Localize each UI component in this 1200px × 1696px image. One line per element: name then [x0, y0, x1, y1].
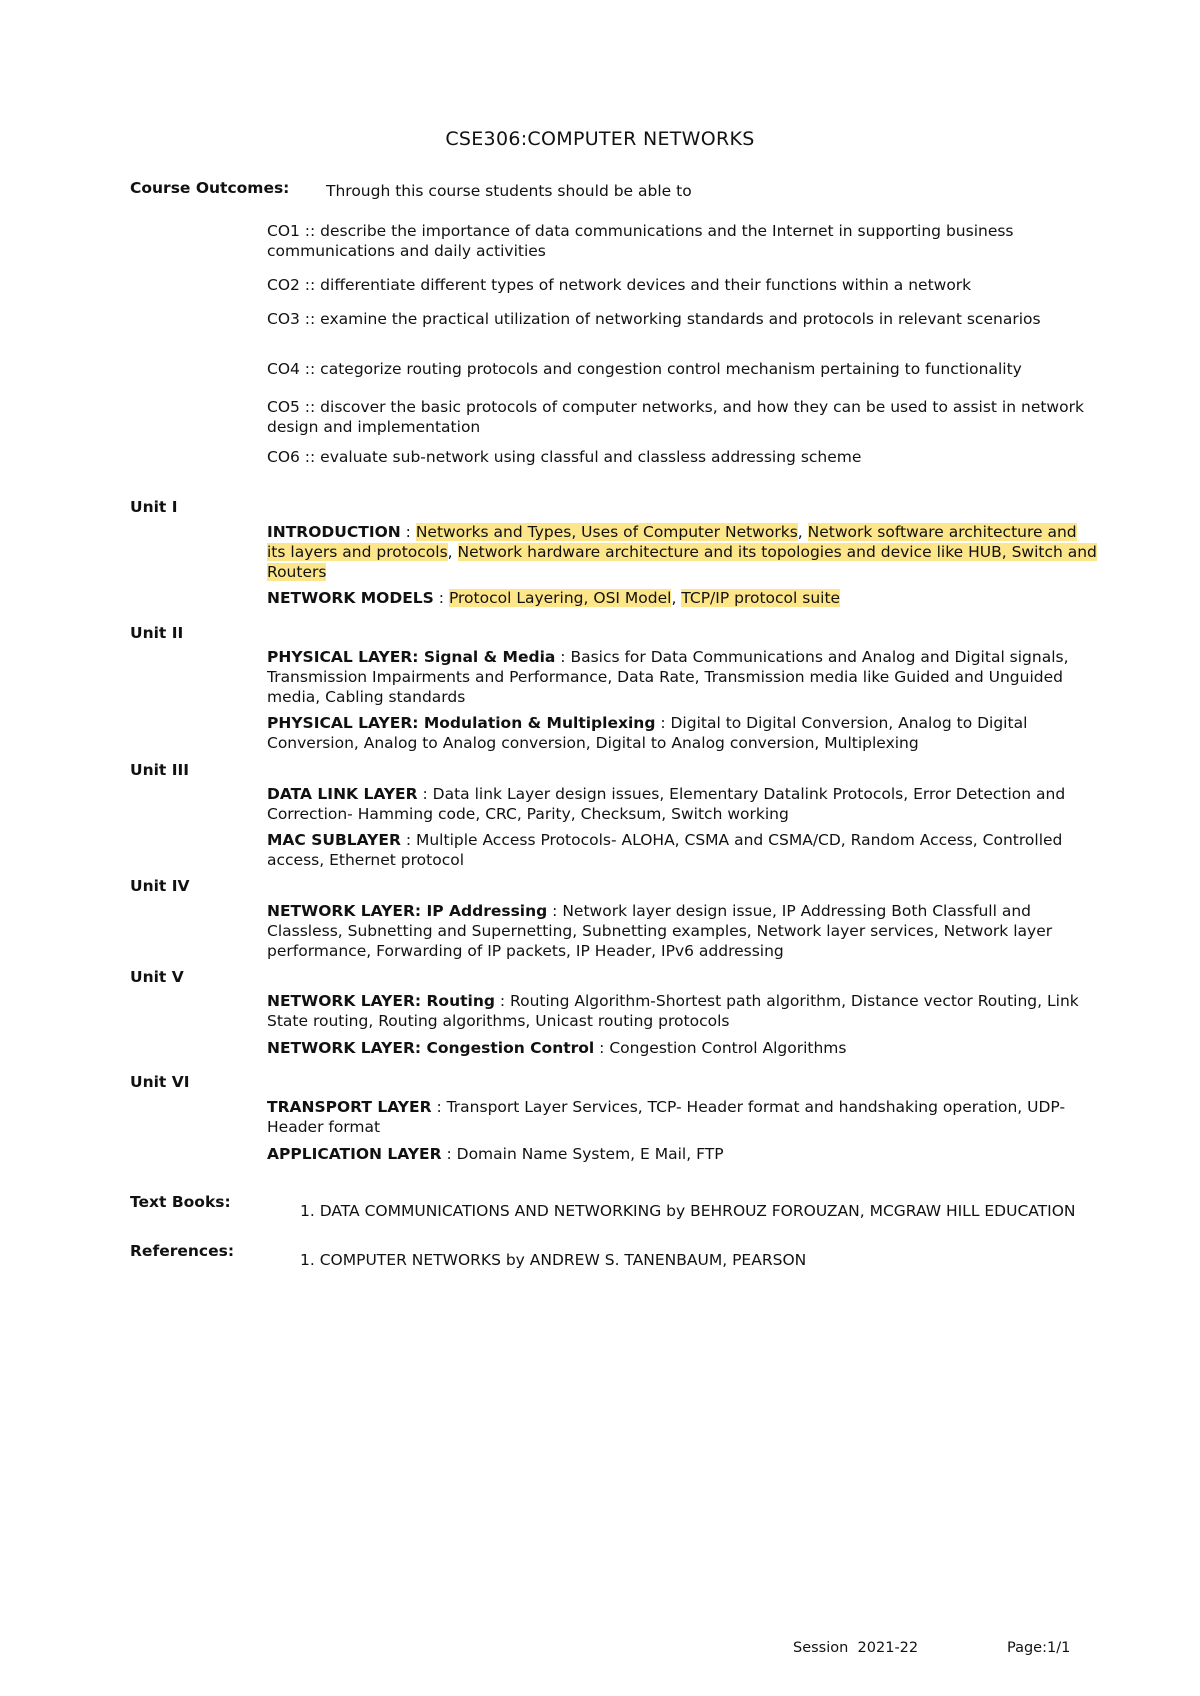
topic-separator: : — [431, 1098, 447, 1116]
topic-text: Transport Layer Services, TCP- Header format and handshaking operation, UDP- Header format — [267, 1098, 1066, 1136]
course-outcome-item: CO2 :: differentiate different types of network devices and their functions within a network — [267, 276, 972, 294]
topic-heading: NETWORK LAYER: IP Addressing — [267, 902, 548, 920]
highlighted-topic-text: Network software architecture and its layers and protocols — [267, 523, 1077, 561]
topic-separator: : — [555, 648, 571, 666]
page-number: Page:1/1 — [1007, 1640, 1071, 1656]
course-outcome-item: CO6 :: evaluate sub-network using classful and classless addressing scheme — [267, 448, 862, 466]
unit-topic — [267, 647, 1097, 707]
topic-heading: DATA LINK LAYER — [267, 785, 418, 803]
unit-topic: NETWORK MODELS : Protocol Layering, OSI Model, TCP/IP protocol suite — [267, 589, 841, 607]
unit-topic — [267, 991, 1097, 1031]
references-label: References: — [130, 1242, 235, 1260]
unit-topic: INTRODUCTION : Networks and Types, Uses of Computer Networks, Network software architecture and its layers and protocols, Network hardware architecture and its topologies and device like HUB, Switch and Routers — [267, 523, 1097, 581]
topic-text: Congestion Control Algorithms — [609, 1039, 847, 1057]
course-outcomes-label: Course Outcomes: — [130, 179, 290, 197]
topic-separator: : — [417, 785, 433, 803]
topic-text: Digital to Digital Conversion, Analog to Digital Conversion, Analog to Analog conversion, Digital to Analog conversion, Multiplexing — [267, 714, 1028, 752]
topic-text: Data link Layer design issues, Elementary Datalink Protocols, Error Detection and Correction- Hamming code, CRC, Parity, Checksum, Switch working — [267, 785, 1066, 823]
topic-heading: APPLICATION LAYER — [267, 1145, 442, 1163]
unit-topic — [267, 830, 1097, 870]
unit-topic — [267, 901, 1097, 961]
topic-heading: MAC SUBLAYER — [267, 831, 401, 849]
course-outcome-item: CO4 :: categorize routing protocols and congestion control mechanism pertaining to functionality — [267, 360, 1022, 378]
topic-separator: : — [400, 523, 416, 541]
topic-heading: NETWORK LAYER: Routing — [267, 992, 495, 1010]
topic-separator: : — [594, 1039, 610, 1057]
topic-heading: NETWORK MODELS — [267, 589, 434, 607]
topic-heading: PHYSICAL LAYER: Modulation & Multiplexing — [267, 714, 656, 732]
unit-topic — [267, 784, 1097, 824]
topic-heading: PHYSICAL LAYER: Signal & Media — [267, 648, 556, 666]
text-book-item: 1. DATA COMMUNICATIONS AND NETWORKING by BEHROUZ FOROUZAN, MCGRAW HILL EDUCATION — [300, 1202, 1076, 1220]
topic-text: Domain Name System, E Mail, FTP — [456, 1145, 724, 1163]
topic-heading: INTRODUCTION — [267, 523, 401, 541]
highlighted-topic-text: Network hardware architecture and its topologies and device like HUB, Switch and Routers — [267, 543, 1097, 581]
topic-heading: TRANSPORT LAYER — [267, 1098, 432, 1116]
topic-separator: : — [547, 902, 563, 920]
topic-text: Routing Algorithm-Shortest path algorithm, Distance vector Routing, Link State routing, Routing algorithms, Unicast routing protocols — [267, 992, 1079, 1030]
unit-topic — [267, 1038, 1097, 1058]
text-books-label: Text Books: — [130, 1193, 231, 1211]
session-label: Session 2021-22 — [793, 1640, 919, 1656]
unit-label: Unit III — [130, 761, 190, 779]
unit-topic — [267, 1144, 1097, 1164]
highlighted-topic-text: Networks and Types, Uses of Computer Networks — [415, 523, 798, 541]
course-outcome-item: CO3 :: examine the practical utilization of networking standards and protocols in relevant scenarios — [267, 310, 1041, 328]
highlighted-topic-text: Protocol Layering, OSI Model — [448, 589, 672, 607]
course-outcome-item: CO5 :: discover the basic protocols of computer networks, and how they can be used to assist in network design and implementation — [267, 398, 1084, 436]
unit-label: Unit IV — [130, 877, 190, 895]
highlighted-topic-text: TCP/IP protocol suite — [681, 589, 841, 607]
topic-separator: : — [441, 1145, 457, 1163]
course-outcome-item: CO1 :: describe the importance of data communications and the Internet in supporting business communications and daily activities — [267, 222, 1014, 260]
unit-label: Unit V — [130, 968, 184, 986]
unit-label: Unit VI — [130, 1073, 190, 1091]
topic-heading: NETWORK LAYER: Congestion Control — [267, 1039, 595, 1057]
topic-separator: : — [433, 589, 449, 607]
course-outcomes-intro: Through this course students should be able to — [326, 182, 692, 200]
unit-topic — [267, 1097, 1097, 1137]
topic-separator: : — [655, 714, 671, 732]
unit-label: Unit I — [130, 498, 178, 516]
topic-text: Basics for Data Communications and Analog and Digital signals, Transmission Impairments and Performance, Data Rate, Transmission media like Guided and Unguided media, Cabling standards — [267, 648, 1069, 706]
topic-text: Multiple Access Protocols- ALOHA, CSMA and CSMA/CD, Random Access, Controlled access, Ethernet protocol — [267, 831, 1063, 869]
topic-separator: : — [400, 831, 416, 849]
topic-separator: : — [494, 992, 511, 1010]
topic-text: Network layer design issue, IP Addressing Both Classfull and Classless, Subnetting and Supernetting, Subnetting examples, Network layer services, Network layer performance, Forwarding of IP packets, IP Header, IPv6 addressing — [267, 902, 1053, 960]
unit-label: Unit II — [130, 624, 184, 642]
page-title: CSE306:COMPUTER NETWORKS — [445, 128, 755, 150]
unit-topic — [267, 713, 1097, 753]
reference-item: 1. COMPUTER NETWORKS by ANDREW S. TANENBAUM, PEARSON — [300, 1251, 807, 1269]
